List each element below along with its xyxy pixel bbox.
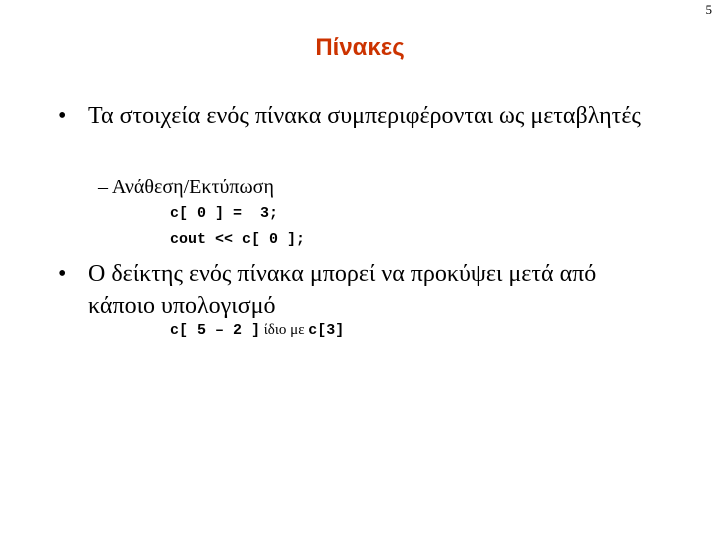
code-line-2: cout << c[ 0 ]; (170, 231, 306, 248)
bullet-1-marker: • (58, 103, 67, 129)
index-reference: c[3] (308, 322, 345, 339)
bullet-1 (58, 100, 658, 132)
index-expression: c[ 5 – 2 ] (170, 322, 261, 339)
sub-bullet-1-marker: – (98, 176, 108, 198)
same-as-text: ίδιο με (260, 322, 309, 338)
sub-bullet-1 (98, 174, 274, 200)
bullet-2-marker: • (58, 261, 67, 287)
bullet-2-text: Ο δείκτης ενός πίνακα μπορεί να προκύψει μετά από κάποιο υπολογισμό (88, 261, 597, 319)
page-number: 5 (705, 2, 712, 17)
sub-bullet-1-text: Ανάθεση/Εκτύπωση (111, 176, 274, 198)
slide-title: Πίνακες (315, 34, 405, 61)
bullet-1-text: Τα στοιχεία ενός πίνακα συμπεριφέρονται ως μεταβλητές (88, 103, 641, 129)
code-line-1: c[ 0 ] = 3; (170, 205, 279, 222)
bullet-2 (58, 258, 658, 322)
code-line-3 (170, 320, 344, 341)
